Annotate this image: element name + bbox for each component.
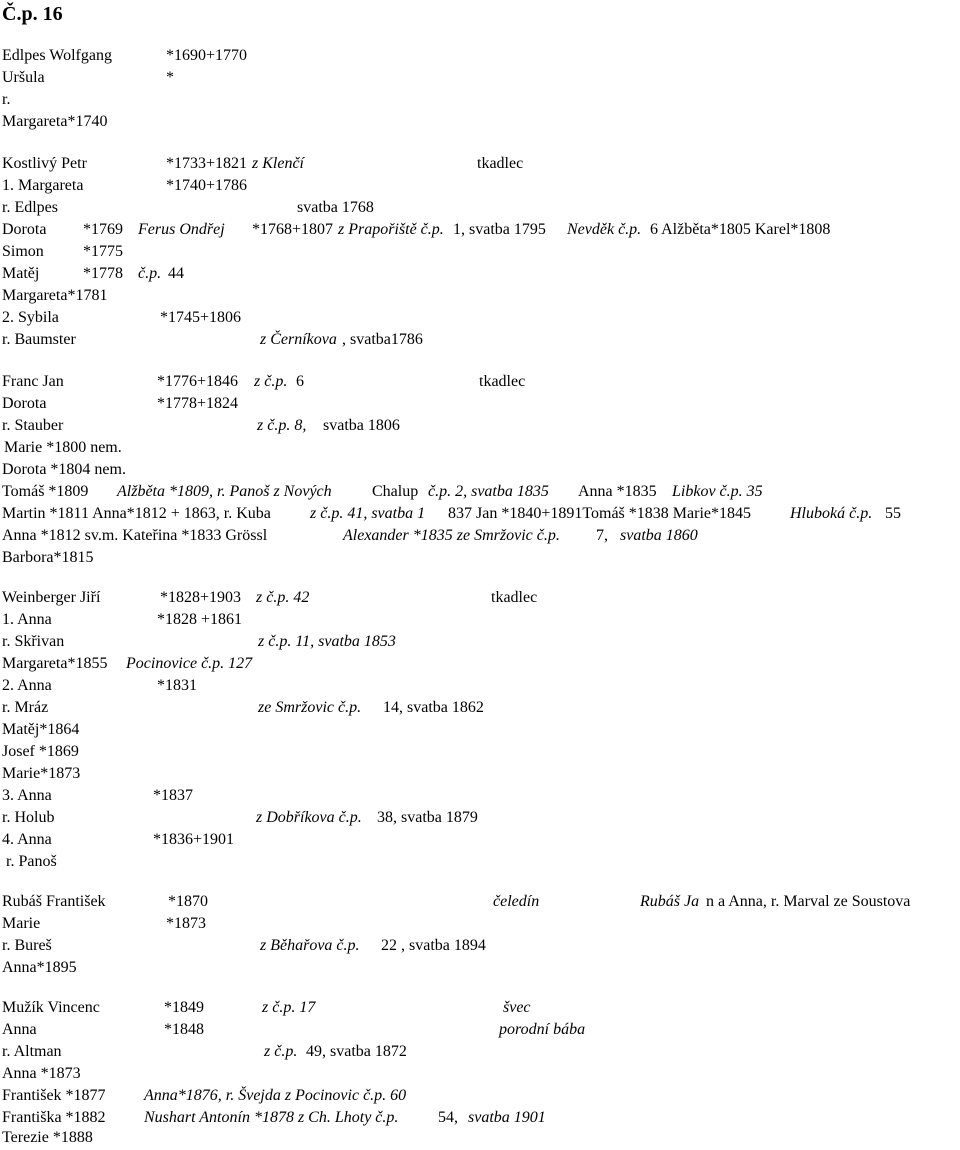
record-line bbox=[0, 892, 960, 914]
record-line bbox=[0, 372, 960, 394]
record-text: *1775 bbox=[83, 243, 123, 260]
record-text: Margareta*1740 bbox=[2, 113, 108, 130]
record-line bbox=[0, 330, 960, 352]
record-text: Dorota bbox=[2, 395, 47, 412]
record-line bbox=[0, 504, 960, 526]
record-line bbox=[0, 998, 960, 1020]
record-line bbox=[0, 242, 960, 264]
record-text: z Černíkova bbox=[260, 331, 337, 348]
record-line bbox=[0, 764, 960, 786]
record-text: tkadlec bbox=[491, 589, 538, 606]
record-text: , svatba1786 bbox=[342, 331, 423, 348]
record-text: 6 bbox=[296, 373, 304, 390]
record-text: z Běhařova č.p. bbox=[260, 937, 360, 954]
record-text: Matěj*1864 bbox=[2, 721, 80, 738]
record-line bbox=[0, 176, 960, 198]
record-text: Matěj bbox=[2, 265, 40, 282]
record-text: r. Skřivan bbox=[2, 633, 65, 650]
record-text: Anna *1873 bbox=[2, 1065, 81, 1082]
record-text: *1870 bbox=[168, 893, 208, 910]
record-text: 4. Anna bbox=[2, 831, 52, 848]
record-text: 22 , svatba 1894 bbox=[381, 937, 486, 954]
record-line bbox=[0, 526, 960, 548]
record-line bbox=[0, 588, 960, 610]
record-text: č.p. 2, svatba 1835 bbox=[428, 483, 549, 500]
record-text: Marie*1873 bbox=[2, 765, 81, 782]
record-text: *1776+1846 bbox=[157, 373, 239, 390]
record-text: Margareta*1855 bbox=[2, 655, 108, 672]
record-text: 6 Alžběta*1805 Karel*1808 bbox=[650, 221, 831, 238]
record-text: 55 bbox=[885, 505, 901, 522]
record-text: Marie *1800 nem. bbox=[4, 439, 122, 456]
record-text: Terezie *1888 bbox=[2, 1129, 93, 1146]
record-text: 1. Margareta bbox=[2, 177, 84, 194]
record-text: r. Bureš bbox=[2, 937, 52, 954]
record-line bbox=[0, 852, 960, 874]
record-line bbox=[0, 830, 960, 852]
record-text: 49, svatba 1872 bbox=[306, 1043, 407, 1060]
record-line bbox=[0, 720, 960, 742]
record-text: Uršula bbox=[2, 69, 45, 86]
record-text: r. Stauber bbox=[2, 417, 64, 434]
record-text: Margareta*1781 bbox=[2, 287, 108, 304]
record-text: *1848 bbox=[164, 1021, 204, 1038]
record-line bbox=[0, 1042, 960, 1064]
record-line bbox=[0, 786, 960, 808]
record-line bbox=[0, 1064, 960, 1086]
record-text: 2. Anna bbox=[2, 677, 52, 694]
record-line bbox=[0, 46, 960, 68]
record-line bbox=[0, 698, 960, 720]
record-line bbox=[0, 308, 960, 330]
record-text: Nushart Antonín *1878 z Ch. Lhoty č.p. bbox=[144, 1109, 399, 1126]
record-text: z č.p. 8, bbox=[257, 417, 307, 434]
record-text: z Klenčí bbox=[252, 155, 304, 172]
record-text: r. Baumster bbox=[2, 331, 76, 348]
record-text: Chalup bbox=[372, 483, 419, 500]
record-text: Mužík Vincenc bbox=[2, 999, 100, 1016]
record-text: Franc Jan bbox=[2, 373, 64, 390]
record-text: ze Smržovic č.p. bbox=[258, 699, 362, 716]
record-line bbox=[0, 460, 960, 482]
record-text: 2. Sybila bbox=[2, 309, 59, 326]
record-text: z č.p. 42 bbox=[256, 589, 310, 606]
record-text: r. bbox=[2, 91, 11, 108]
record-line bbox=[0, 958, 960, 980]
record-text: svatba 1768 bbox=[297, 199, 374, 216]
record-text: švec bbox=[503, 999, 531, 1016]
record-text: *1873 bbox=[166, 915, 206, 932]
record-text: *1769 bbox=[83, 221, 123, 238]
record-text: z Dobříkova č.p. bbox=[256, 809, 362, 826]
record-text: Edlpes Wolfgang bbox=[2, 47, 112, 64]
record-text: Josef *1869 bbox=[2, 743, 79, 760]
record-line bbox=[0, 416, 960, 438]
record-line bbox=[0, 68, 960, 90]
record-text: Pocinovice č.p. 127 bbox=[126, 655, 253, 672]
record-text: 38, svatba 1879 bbox=[377, 809, 478, 826]
record-text: 1, svatba 1795 bbox=[453, 221, 546, 238]
record-line bbox=[0, 808, 960, 830]
record-text: r. Mráz bbox=[2, 699, 49, 716]
record-text: Simon bbox=[2, 243, 44, 260]
record-text: 44 bbox=[168, 265, 184, 282]
record-line bbox=[0, 198, 960, 220]
record-text: *1690+1770 bbox=[166, 47, 248, 64]
record-text: Tomáš *1809 bbox=[2, 483, 89, 500]
record-text: 837 Jan *1840+1891Tomáš *1838 Marie*1845 bbox=[448, 505, 751, 522]
record-text: *1828+1903 bbox=[160, 589, 242, 606]
record-text: Františka *1882 bbox=[2, 1109, 106, 1126]
record-line bbox=[0, 394, 960, 416]
record-text: č.p. bbox=[138, 265, 162, 282]
record-text: z č.p. bbox=[264, 1043, 298, 1060]
record-text: Anna*1895 bbox=[2, 959, 77, 976]
record-text: r. Altman bbox=[2, 1043, 62, 1060]
record-text: svatba 1901 bbox=[468, 1109, 546, 1126]
record-line bbox=[0, 1128, 960, 1150]
record-line bbox=[0, 742, 960, 764]
record-text: *1849 bbox=[164, 999, 204, 1016]
record-text: Marie bbox=[2, 915, 41, 932]
record-text: svatba 1806 bbox=[323, 417, 400, 434]
record-text: *1828 +1861 bbox=[157, 611, 243, 628]
record-text: z č.p. 41, svatba 1 bbox=[310, 505, 426, 522]
record-text: tkadlec bbox=[479, 373, 526, 390]
record-text: r. Panoš bbox=[6, 853, 57, 870]
record-text: *1778 bbox=[83, 265, 123, 282]
record-text: Libkov č.p. 35 bbox=[672, 483, 763, 500]
record-text: 3. Anna bbox=[2, 787, 52, 804]
record-text: 7, bbox=[596, 527, 608, 544]
record-line bbox=[0, 264, 960, 286]
record-text: n a Anna, r. Marval ze Soustova bbox=[706, 893, 911, 910]
record-text: Nevděk č.p. bbox=[567, 221, 642, 238]
record-text: Weinberger Jiří bbox=[2, 589, 101, 606]
record-line bbox=[0, 676, 960, 698]
record-text: *1740+1786 bbox=[166, 177, 248, 194]
record-text: svatba 1860 bbox=[620, 527, 698, 544]
record-text: *1836+1901 bbox=[153, 831, 235, 848]
record-text: Anna *1812 sv.m. Kateřina *1833 Grössl bbox=[2, 527, 268, 544]
page-title: Č.p. 16 bbox=[2, 3, 63, 25]
record-line bbox=[0, 914, 960, 936]
record-text: 54, bbox=[438, 1109, 458, 1126]
record-line bbox=[0, 154, 960, 176]
record-text: Dorota *1804 nem. bbox=[2, 461, 126, 478]
record-text: Dorota bbox=[2, 221, 47, 238]
record-line bbox=[0, 220, 960, 242]
record-text: r. Holub bbox=[2, 809, 55, 826]
record-line bbox=[0, 286, 960, 308]
record-text: Anna bbox=[2, 1021, 37, 1038]
record-line bbox=[0, 1020, 960, 1042]
record-text: *1768+1807 bbox=[252, 221, 334, 238]
record-text: z Prapořiště č.p. bbox=[338, 221, 444, 238]
record-text: porodní bába bbox=[499, 1021, 586, 1038]
record-text: Martin *1811 Anna*1812 + 1863, r. Kuba bbox=[2, 505, 271, 522]
record-text: Hluboká č.p. bbox=[790, 505, 873, 522]
record-line bbox=[0, 112, 960, 134]
record-text: z č.p. bbox=[254, 373, 288, 390]
record-text: Anna*1876, r. Švejda z Pocinovic č.p. 60 bbox=[144, 1087, 407, 1104]
record-text: František *1877 bbox=[2, 1087, 106, 1104]
record-line bbox=[0, 1108, 960, 1130]
record-text: * bbox=[166, 69, 174, 86]
record-text: *1831 bbox=[157, 677, 197, 694]
record-line bbox=[0, 654, 960, 676]
record-text: čeledín bbox=[493, 893, 540, 910]
record-line bbox=[0, 632, 960, 654]
record-text: Alexander *1835 ze Smržovic č.p. bbox=[343, 527, 560, 544]
record-text: tkadlec bbox=[477, 155, 524, 172]
record-line bbox=[0, 548, 960, 570]
record-text: *1733+1821 bbox=[166, 155, 248, 172]
record-text: Barbora*1815 bbox=[2, 549, 94, 566]
record-line bbox=[0, 482, 960, 504]
record-line bbox=[0, 438, 960, 460]
record-text: r. Edlpes bbox=[2, 199, 58, 216]
record-text: Alžběta *1809, r. Panoš z Nových bbox=[117, 483, 332, 500]
record-text: Kostlivý Petr bbox=[2, 155, 87, 172]
record-text: Rubáš František bbox=[2, 893, 106, 910]
record-text: 1. Anna bbox=[2, 611, 52, 628]
record-line bbox=[0, 936, 960, 958]
record-line bbox=[0, 1086, 960, 1108]
record-text: 14, svatba 1862 bbox=[383, 699, 484, 716]
record-text: Ferus Ondřej bbox=[138, 221, 225, 238]
record-line bbox=[0, 90, 960, 112]
record-text: z č.p. 17 bbox=[262, 999, 316, 1016]
record-text: *1745+1806 bbox=[160, 309, 242, 326]
record-line bbox=[0, 610, 960, 632]
record-text: z č.p. 11, svatba 1853 bbox=[258, 633, 396, 650]
record-text: Anna *1835 bbox=[578, 483, 657, 500]
record-text: *1778+1824 bbox=[157, 395, 239, 412]
record-text: *1837 bbox=[153, 787, 193, 804]
record-text: Rubáš Ja bbox=[640, 893, 700, 910]
